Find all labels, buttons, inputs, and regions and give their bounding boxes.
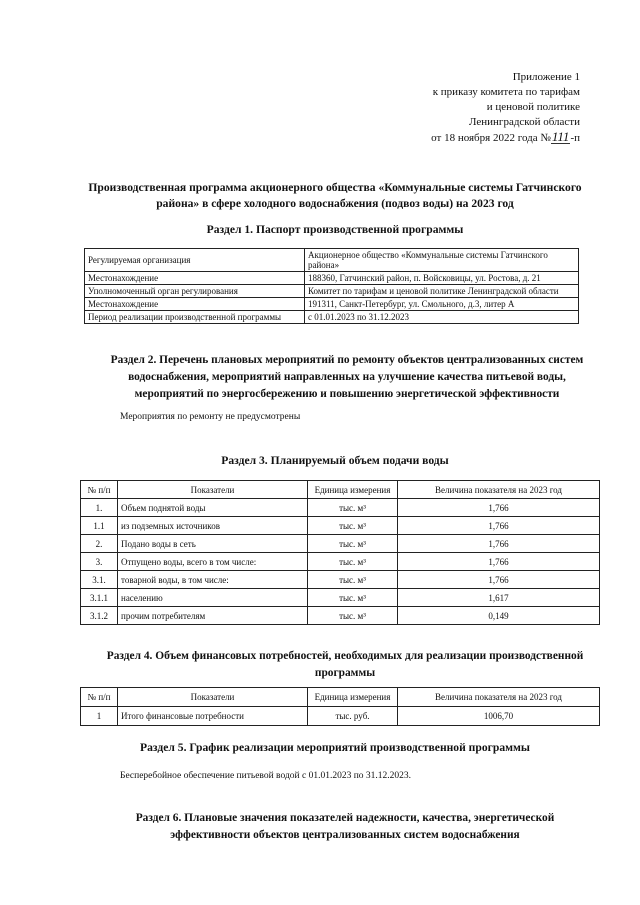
indicator-value: 1,766 — [398, 499, 600, 517]
water-volume-table — [80, 480, 600, 625]
section5-heading: Раздел 5. График реализации мероприятий производственной программы — [140, 741, 530, 754]
appendix-line: и ценовой политике — [486, 101, 580, 113]
appendix-block — [380, 70, 580, 146]
unit: тыс. м³ — [308, 535, 398, 553]
section4-heading-line: Раздел 4. Объем финансовых потребностей, необходимых для реализации производственной — [106, 650, 584, 662]
table-row — [81, 499, 600, 517]
unit: тыс. м³ — [308, 499, 398, 517]
indicator-name: населению — [118, 589, 308, 607]
indicator-name: Итого финансовые потребности — [118, 707, 308, 726]
appendix-date-line — [380, 130, 580, 146]
indicator-name: прочим потребителям — [118, 607, 308, 625]
passport-key: Период реализации производственной программы — [85, 311, 305, 324]
indicator-value: 1,766 — [398, 553, 600, 571]
passport-key: Местонахождение — [85, 272, 305, 285]
row-number: 3.1.2 — [81, 607, 118, 625]
table-row — [81, 517, 600, 535]
table-header-row — [81, 481, 600, 499]
table-row — [85, 272, 579, 285]
indicator-name: Подано воды в сеть — [118, 535, 308, 553]
indicator-value: 1,766 — [398, 535, 600, 553]
row-number: 3.1. — [81, 571, 118, 589]
section6-heading-line: эффективности объектов централизованных систем водоснабжения — [170, 829, 520, 841]
table-row — [81, 535, 600, 553]
table-row — [81, 707, 600, 726]
row-number: 1 — [81, 707, 118, 726]
column-header: Показатели — [118, 688, 308, 707]
indicator-name: Объем поднятой воды — [118, 499, 308, 517]
indicator-value: 1,766 — [398, 571, 600, 589]
table-row — [85, 311, 579, 324]
order-number-signature: 111 — [551, 129, 570, 144]
unit: тыс. руб. — [308, 707, 398, 726]
table-row — [85, 298, 579, 311]
unit: тыс. м³ — [308, 517, 398, 535]
indicator-value: 1,766 — [398, 517, 600, 535]
passport-table — [84, 248, 579, 324]
column-header: № п/п — [81, 481, 118, 499]
unit: тыс. м³ — [308, 571, 398, 589]
column-header: Величина показателя на 2023 год — [398, 688, 600, 707]
column-header: Единица измерения — [308, 688, 398, 707]
section2-heading-line: водоснабжения, мероприятий направленных на улучшение качества питьевой воды, — [128, 371, 566, 383]
column-header: Единица измерения — [308, 481, 398, 499]
section5-note: Бесперебойное обеспечение питьевой водой с 01.01.2023 по 31.12.2023. — [120, 771, 412, 781]
section2-note: Мероприятия по ремонту не предусмотрены — [120, 412, 301, 422]
section1-heading: Раздел 1. Паспорт производственной программы — [206, 223, 464, 236]
section2-heading-line: мероприятий по энергосбережению и повышению энергетической эффективности — [134, 388, 560, 400]
indicator-value: 1,617 — [398, 589, 600, 607]
passport-key: Местонахождение — [85, 298, 305, 311]
section4-heading — [90, 648, 600, 682]
column-header: Показатели — [118, 481, 308, 499]
table-header-row — [81, 688, 600, 707]
unit: тыс. м³ — [308, 553, 398, 571]
finance-table — [80, 687, 600, 726]
table-row — [81, 571, 600, 589]
appendix-date-suffix: -п — [570, 132, 580, 144]
appendix-line: Ленинградской области — [469, 116, 580, 128]
appendix-line: Приложение 1 — [512, 71, 580, 83]
row-number: 3. — [81, 553, 118, 571]
document-title-line: района» в сфере холодного водоснабжения (подвоз воды) на 2023 год — [156, 197, 514, 210]
row-number: 2. — [81, 535, 118, 553]
appendix-line: к приказу комитета по тарифам — [432, 86, 580, 98]
section6-heading — [90, 810, 600, 844]
section4-heading-line: программы — [314, 667, 376, 679]
passport-value: Комитет по тарифам и ценовой политике Ленинградской области — [305, 285, 579, 298]
passport-key: Уполномоченный орган регулирования — [85, 285, 305, 298]
indicator-value: 1006,70 — [398, 707, 600, 726]
indicator-name: товарной воды, в том числе: — [118, 571, 308, 589]
row-number: 1.1 — [81, 517, 118, 535]
unit: тыс. м³ — [308, 589, 398, 607]
passport-value: 191311, Санкт-Петербург, ул. Смольного, д.3, литер А — [305, 298, 579, 311]
indicator-name: Отпущено воды, всего в том числе: — [118, 553, 308, 571]
section3-heading: Раздел 3. Планируемый объем подачи воды — [221, 454, 449, 467]
section6-heading-line: Раздел 6. Плановые значения показателей надежности, качества, энергетической — [135, 812, 555, 824]
section2-heading — [92, 352, 602, 403]
document-title — [70, 180, 600, 212]
passport-key: Регулируемая организация — [85, 249, 305, 272]
row-number: 1. — [81, 499, 118, 517]
table-row — [81, 589, 600, 607]
column-header: № п/п — [81, 688, 118, 707]
table-row — [85, 249, 579, 272]
indicator-value: 0,149 — [398, 607, 600, 625]
appendix-date-prefix: от 18 ноября 2022 года № — [431, 132, 551, 144]
document-title-line: Производственная программа акционерного общества «Коммунальные системы Гатчинского — [88, 181, 582, 194]
table-row — [81, 607, 600, 625]
table-row — [85, 285, 579, 298]
row-number: 3.1.1 — [81, 589, 118, 607]
passport-value: 188360, Гатчинский район, п. Войсковицы, ул. Ростова, д. 21 — [305, 272, 579, 285]
section2-heading-line: Раздел 2. Перечень плановых мероприятий по ремонту объектов централизованных систем — [110, 354, 584, 366]
unit: тыс. м³ — [308, 607, 398, 625]
indicator-name: из подземных источников — [118, 517, 308, 535]
passport-value: Акционерное общество «Коммунальные системы Гатчинского района» — [305, 249, 579, 272]
column-header: Величина показателя на 2023 год — [398, 481, 600, 499]
passport-value: с 01.01.2023 по 31.12.2023 — [305, 311, 579, 324]
table-row — [81, 553, 600, 571]
